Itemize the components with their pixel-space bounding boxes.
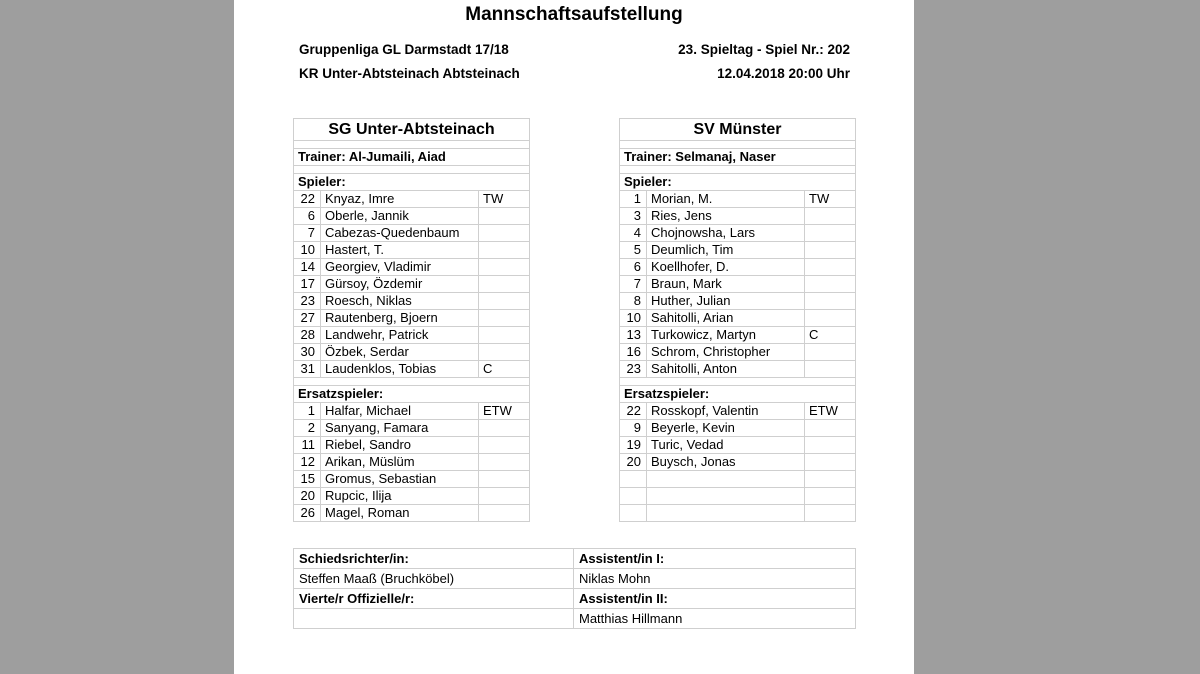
player-role [805, 471, 856, 488]
trainer-name-row [294, 149, 530, 166]
player-role [479, 310, 530, 327]
player-role [479, 242, 530, 259]
players-label: Spieler: [620, 174, 856, 191]
player-role: ETW [805, 403, 856, 420]
player-role [479, 327, 530, 344]
player-row [620, 191, 856, 208]
player-number: 31 [294, 361, 321, 378]
player-name: Cabezas-Quedenbaum [321, 225, 479, 242]
player-name: Rupcic, Ilija [321, 488, 479, 505]
player-name: Deumlich, Tim [647, 242, 805, 259]
team-name: SG Unter-Abtsteinach [294, 119, 530, 141]
player-name: Braun, Mark [647, 276, 805, 293]
player-row [620, 276, 856, 293]
spacer-row [620, 166, 856, 174]
fourth-official-name [294, 609, 574, 629]
player-name: Özbek, Serdar [321, 344, 479, 361]
player-row [620, 225, 856, 242]
spacer-row [620, 141, 856, 149]
player-name: Magel, Roman [321, 505, 479, 522]
player-role [479, 276, 530, 293]
player-role [805, 454, 856, 471]
spacer [294, 141, 530, 149]
matchday-info: 23. Spieltag - Spiel Nr.: 202 [678, 42, 850, 57]
player-role [479, 293, 530, 310]
spacer [620, 166, 856, 174]
player-name [647, 471, 805, 488]
player-role: ETW [479, 403, 530, 420]
player-role [479, 437, 530, 454]
player-name: Oberle, Jannik [321, 208, 479, 225]
player-name: Schrom, Christopher [647, 344, 805, 361]
player-row [620, 505, 856, 522]
player-number: 28 [294, 327, 321, 344]
player-number: 10 [620, 310, 647, 327]
player-row [294, 191, 530, 208]
player-role [805, 420, 856, 437]
player-row [294, 454, 530, 471]
player-row [294, 471, 530, 488]
spacer [294, 166, 530, 174]
subs-label: Ersatzspieler: [620, 386, 856, 403]
player-name: Turkowicz, Martyn [647, 327, 805, 344]
player-number: 10 [294, 242, 321, 259]
player-role [479, 420, 530, 437]
spacer-row [294, 166, 530, 174]
player-name: Arikan, Müslüm [321, 454, 479, 471]
player-role [479, 488, 530, 505]
player-name: Riebel, Sandro [321, 437, 479, 454]
assistant1-name: Niklas Mohn [574, 569, 856, 589]
trainer-name: Trainer: Selmanaj, Naser [620, 149, 856, 166]
subs-label-row [620, 386, 856, 403]
player-row [294, 293, 530, 310]
player-number: 14 [294, 259, 321, 276]
team-name-row [294, 119, 530, 141]
player-number: 22 [620, 403, 647, 420]
player-row [620, 242, 856, 259]
player-name: Buysch, Jonas [647, 454, 805, 471]
player-number: 30 [294, 344, 321, 361]
player-row [620, 420, 856, 437]
player-number: 12 [294, 454, 321, 471]
player-row [620, 454, 856, 471]
player-role [805, 344, 856, 361]
players-label-row [620, 174, 856, 191]
player-number [620, 488, 647, 505]
player-number: 17 [294, 276, 321, 293]
player-role [479, 505, 530, 522]
player-name: Sanyang, Famara [321, 420, 479, 437]
player-number: 23 [620, 361, 647, 378]
player-number: 6 [294, 208, 321, 225]
player-name: Morian, M. [647, 191, 805, 208]
spacer [620, 378, 856, 386]
player-name: Landwehr, Patrick [321, 327, 479, 344]
away-team-table [619, 118, 856, 522]
player-number: 1 [620, 191, 647, 208]
player-name: Turic, Vedad [647, 437, 805, 454]
player-role [805, 310, 856, 327]
player-number [620, 471, 647, 488]
spacer-row [294, 141, 530, 149]
player-number: 1 [294, 403, 321, 420]
player-name: Chojnowsha, Lars [647, 225, 805, 242]
player-row [294, 437, 530, 454]
player-role [479, 471, 530, 488]
player-role: TW [805, 191, 856, 208]
player-number: 20 [620, 454, 647, 471]
player-row [620, 293, 856, 310]
player-row [620, 208, 856, 225]
fourth-official-label: Vierte/r Offizielle/r: [294, 589, 574, 609]
player-name: Georgiev, Vladimir [321, 259, 479, 276]
player-name: Rosskopf, Valentin [647, 403, 805, 420]
player-role [805, 276, 856, 293]
player-name: Huther, Julian [647, 293, 805, 310]
assistant2-name: Matthias Hillmann [574, 609, 856, 629]
player-name [647, 505, 805, 522]
player-name: Knyaz, Imre [321, 191, 479, 208]
player-row [294, 242, 530, 259]
trainer-name-row [620, 149, 856, 166]
player-row [294, 310, 530, 327]
player-number: 22 [294, 191, 321, 208]
subs-label-row [294, 386, 530, 403]
player-row [294, 276, 530, 293]
player-name: Sahitolli, Anton [647, 361, 805, 378]
player-role [479, 344, 530, 361]
player-number: 6 [620, 259, 647, 276]
player-role [805, 361, 856, 378]
player-name: Roesch, Niklas [321, 293, 479, 310]
lineup-document [234, 0, 914, 674]
player-role [479, 225, 530, 242]
referee-name: Steffen Maaß (Bruchköbel) [294, 569, 574, 589]
player-role: C [805, 327, 856, 344]
document-title: Mannschaftsaufstellung [465, 4, 683, 25]
match-datetime: 12.04.2018 20:00 Uhr [717, 66, 850, 81]
player-name: Laudenklos, Tobias [321, 361, 479, 378]
player-name: Koellhofer, D. [647, 259, 805, 276]
player-name: Halfar, Michael [321, 403, 479, 420]
player-row [620, 403, 856, 420]
player-number: 27 [294, 310, 321, 327]
player-name: Hastert, T. [321, 242, 479, 259]
venue-name: KR Unter-Abtsteinach Abtsteinach [299, 66, 520, 81]
player-row [294, 259, 530, 276]
player-row [620, 437, 856, 454]
player-number: 16 [620, 344, 647, 361]
player-number: 20 [294, 488, 321, 505]
player-number: 7 [294, 225, 321, 242]
trainer-name: Trainer: Al-Jumaili, Aiad [294, 149, 530, 166]
player-row [294, 505, 530, 522]
players-label: Spieler: [294, 174, 530, 191]
player-number: 9 [620, 420, 647, 437]
player-row [294, 361, 530, 378]
referee-label: Schiedsrichter/in: [294, 549, 574, 569]
player-number: 26 [294, 505, 321, 522]
player-number: 15 [294, 471, 321, 488]
player-name: Gürsoy, Özdemir [321, 276, 479, 293]
player-row [620, 327, 856, 344]
spacer-row [294, 378, 530, 386]
spacer-row [620, 378, 856, 386]
league-name: Gruppenliga GL Darmstadt 17/18 [299, 42, 509, 57]
player-name: Gromus, Sebastian [321, 471, 479, 488]
player-row [294, 488, 530, 505]
player-row [294, 403, 530, 420]
player-row [620, 344, 856, 361]
player-number [620, 505, 647, 522]
player-row [620, 310, 856, 327]
player-role: TW [479, 191, 530, 208]
player-role [805, 225, 856, 242]
player-number: 11 [294, 437, 321, 454]
player-name: Rautenberg, Bjoern [321, 310, 479, 327]
player-number: 4 [620, 225, 647, 242]
player-role [805, 293, 856, 310]
player-number: 13 [620, 327, 647, 344]
player-number: 23 [294, 293, 321, 310]
player-row [294, 225, 530, 242]
players-label-row [294, 174, 530, 191]
spacer [620, 141, 856, 149]
player-role [805, 242, 856, 259]
assistant2-label: Assistent/in II: [574, 589, 856, 609]
player-name: Ries, Jens [647, 208, 805, 225]
player-role [479, 208, 530, 225]
subs-label: Ersatzspieler: [294, 386, 530, 403]
player-number: 2 [294, 420, 321, 437]
team-name-row [620, 119, 856, 141]
player-number: 19 [620, 437, 647, 454]
player-role [479, 259, 530, 276]
player-role [805, 437, 856, 454]
player-row [294, 420, 530, 437]
officials-table [293, 548, 856, 629]
player-number: 3 [620, 208, 647, 225]
assistant1-label: Assistent/in I: [574, 549, 856, 569]
player-name: Sahitolli, Arian [647, 310, 805, 327]
team-name: SV Münster [620, 119, 856, 141]
player-name: Beyerle, Kevin [647, 420, 805, 437]
player-row [294, 327, 530, 344]
player-row [620, 488, 856, 505]
home-team-table [293, 118, 530, 522]
player-name [647, 488, 805, 505]
player-role [805, 259, 856, 276]
player-number: 7 [620, 276, 647, 293]
player-role [479, 454, 530, 471]
spacer [294, 378, 530, 386]
player-row [620, 259, 856, 276]
player-row [620, 471, 856, 488]
player-row [620, 361, 856, 378]
player-row [294, 208, 530, 225]
player-row [294, 344, 530, 361]
player-role [805, 208, 856, 225]
player-role: C [479, 361, 530, 378]
player-role [805, 505, 856, 522]
player-number: 8 [620, 293, 647, 310]
player-role [805, 488, 856, 505]
player-number: 5 [620, 242, 647, 259]
